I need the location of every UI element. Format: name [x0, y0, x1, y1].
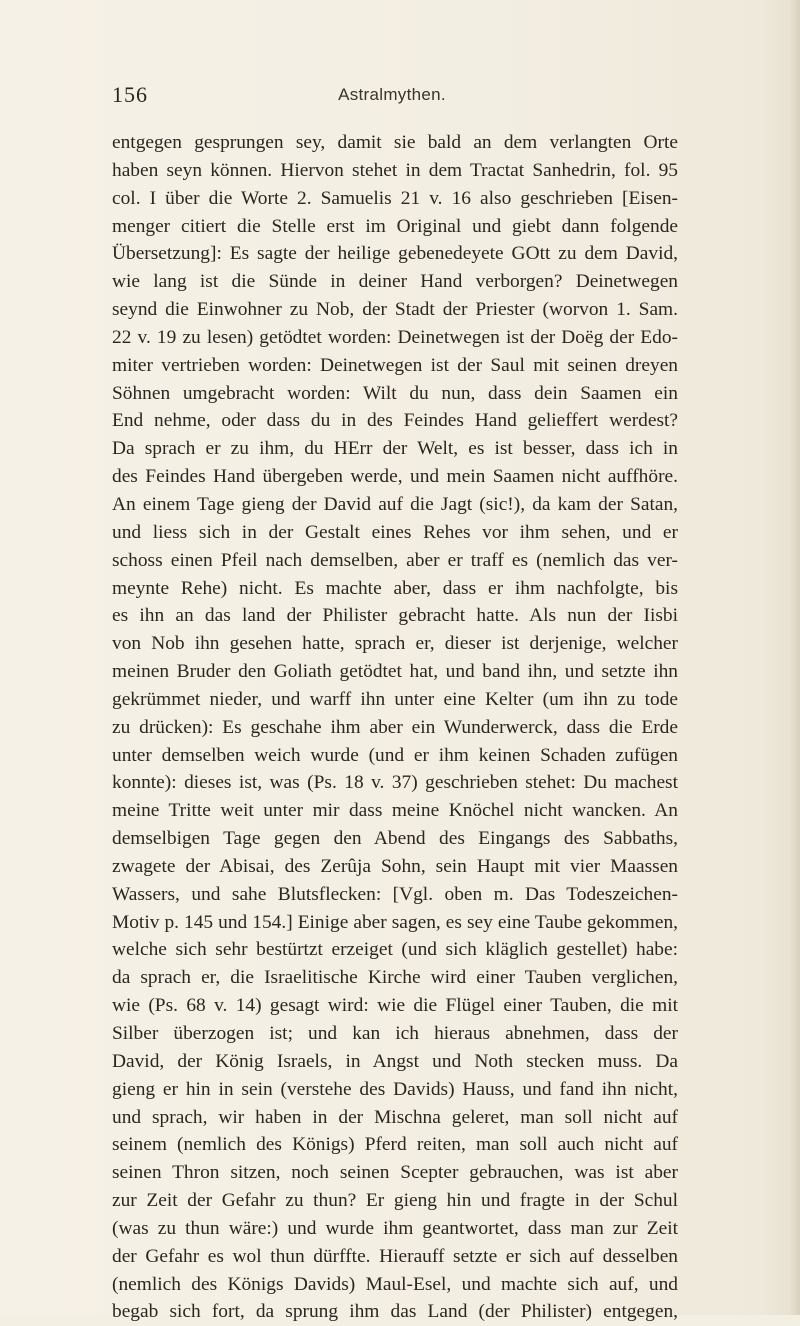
text-line: zur Zeit der Gefahr zu thun? Er gieng hin und fragte in der Schul	[112, 1190, 678, 1212]
text-line: unter demselben weich wurde (und er ihm keinen Schaden zufügen	[112, 744, 678, 766]
body-text	[112, 129, 678, 1326]
text-line: und sprach, wir haben in der Mischna geleret, man soll nicht auf	[112, 1106, 678, 1128]
text-line: meine Tritte weit unter mir dass meine Knöchel nicht wancken. An	[112, 800, 678, 822]
page-number: 156	[112, 82, 148, 107]
text-line: seynd die Einwohner zu Nob, der Stadt der Priester (worvon 1. Sam.	[112, 299, 678, 321]
text-line: der Gefahr es wol thun dürffte. Hierauff setzte er sich auf desselben	[112, 1245, 678, 1267]
text-line: wie lang ist die Sünde in deiner Hand verborgen? Deinetwegen	[112, 271, 678, 293]
text-line: gekrümmet nieder, und warff ihn unter eine Kelter (um ihn zu tode	[112, 688, 678, 710]
text-line: zu drücken): Es geschahe ihm aber ein Wunderwerck, dass die Erde	[112, 716, 678, 738]
text-line: (nemlich des Königs Davids) Maul-Esel, und machte sich auf, und	[112, 1273, 678, 1295]
page-header	[112, 82, 672, 112]
text-line: meinen Bruder den Goliath getödtet hat, und band ihn, und setzte ihn	[112, 661, 678, 683]
text-line: von Nob ihn gesehen hatte, sprach er, dieser ist derjenige, welcher	[112, 633, 678, 655]
text-line: und liess sich in der Gestalt eines Rehes vor ihm sehen, und er	[112, 521, 678, 543]
text-line: schoss einen Pfeil nach demselben, aber er traff es (nemlich das ver-	[112, 549, 678, 571]
text-line: welche sich sehr bestürtzt erzeiget (und sich kläglich gestellet) habe:	[112, 939, 678, 961]
text-line: seinen Thron sitzen, noch seinen Scepter gebrauchen, was ist aber	[112, 1162, 678, 1184]
running-head: Astralmythen.	[338, 85, 446, 104]
text-line: Wassers, und sahe Blutsflecken: [Vgl. oben m. Das Todeszeichen-	[112, 883, 678, 905]
text-line: demselbigen Tage gegen den Abend des Eingangs des Sabbaths,	[112, 828, 678, 850]
text-line: konnte): dieses ist, was (Ps. 18 v. 37) geschrieben stehet: Du machest	[112, 772, 678, 794]
text-line: menger citiert die Stelle erst im Original und giebt dann folgende	[112, 215, 678, 237]
text-line: gieng er hin in sein (verstehe des Davids) Hauss, und fand ihn nicht,	[112, 1078, 678, 1100]
text-line: meynte Rehe) nicht. Es machte aber, dass er ihm nachfolgte, bis	[112, 577, 678, 599]
text-line: 22 v. 19 zu lesen) getödtet worden: Deinetwegen ist der Doëg der Edo-	[112, 326, 678, 348]
text-line: seinem (nemlich des Königs) Pferd reiten, man soll auch nicht auf	[112, 1134, 678, 1156]
text-line: da sprach er, die Israelitische Kirche wird einer Tauben verglichen,	[112, 967, 678, 989]
text-line: wie (Ps. 68 v. 14) gesagt wird: wie die Flügel einer Tauben, die mit	[112, 995, 678, 1017]
page-edge-shadow	[790, 0, 800, 1315]
text-line: es ihn an das land der Philister gebracht hatte. Als nun der Iisbi	[112, 605, 678, 627]
text-line: miter vertrieben worden: Deinetwegen ist der Saul mit seinen dreyen	[112, 354, 678, 376]
text-line: David, der König Israels, in Angst und Noth stecken muss. Da	[112, 1050, 678, 1072]
text-line: Söhnen umgebracht worden: Wilt du nun, dass dein Saamen ein	[112, 382, 678, 404]
text-line: Motiv p. 145 und 154.] Einige aber sagen, es sey eine Taube gekommen,	[112, 911, 678, 933]
text-line: (was zu thun wäre:) und wurde ihm geantwortet, dass man zur Zeit	[112, 1217, 678, 1239]
text-line: des Feindes Hand übergeben werde, und mein Saamen nicht auffhöre.	[112, 466, 678, 488]
text-line: begab sich fort, da sprung ihm das Land (der Philister) entgegen,	[112, 1301, 678, 1323]
text-line: entgegen gesprungen sey, damit sie bald an dem verlangten Orte	[112, 132, 678, 153]
text-line: An einem Tage gieng der David auf die Jagt (sic!), da kam der Satan,	[112, 493, 678, 515]
text-line: zwagete der Abisai, des Zerûja Sohn, sein Haupt mit vier Maassen	[112, 855, 678, 877]
text-line: Übersetzung]: Es sagte der heilige gebenedeyete GOtt zu dem David,	[112, 243, 678, 265]
text-line: Silber überzogen ist; und kan ich hieraus abnehmen, dass der	[112, 1023, 678, 1044]
text-line: col. I über die Worte 2. Samuelis 21 v. 16 also geschrieben [Eisen-	[112, 187, 678, 209]
text-line: haben seyn können. Hiervon stehet in dem Tractat Sanhedrin, fol. 95	[112, 159, 678, 181]
text-line: End nehme, oder dass du in des Feindes Hand gelieffert werdest?	[112, 410, 678, 432]
text-line: Da sprach er zu ihm, du HErr der Welt, es ist besser, dass ich in	[112, 438, 678, 460]
